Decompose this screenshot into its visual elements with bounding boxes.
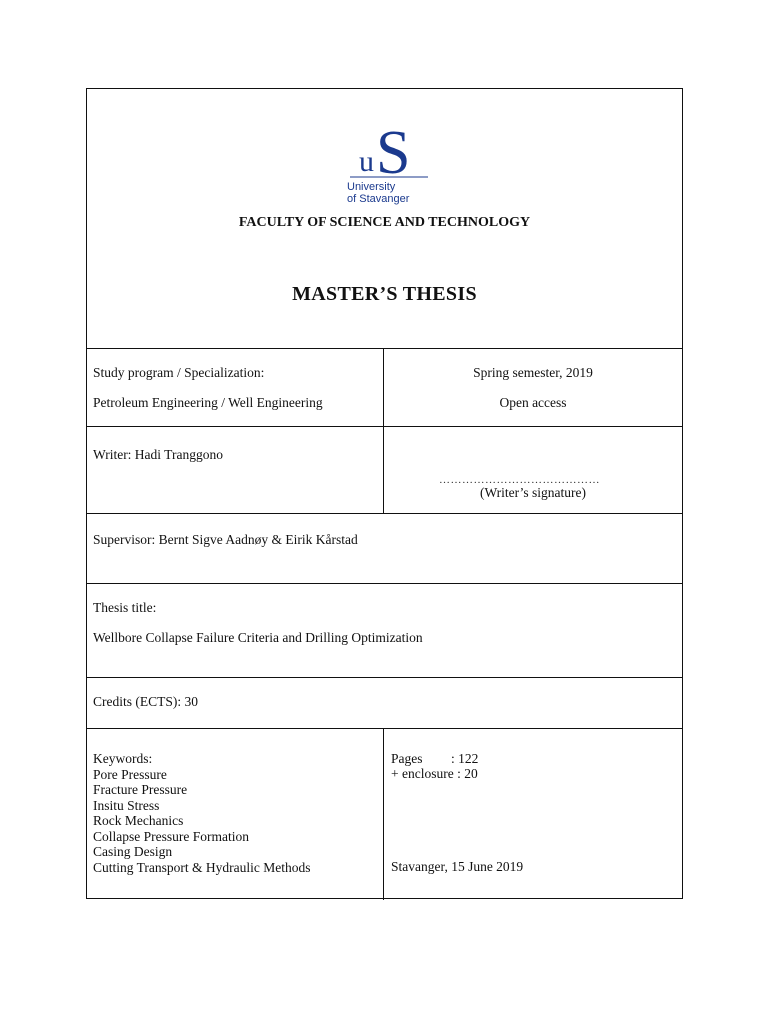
keywords-label: Keywords:	[93, 751, 153, 766]
svg-text:u: u	[359, 145, 374, 178]
keyword-item: Collapse Pressure Formation	[93, 828, 249, 844]
faculty-name: FACULTY OF SCIENCE AND TECHNOLOGY	[238, 215, 531, 230]
pages-label: Pages	[391, 751, 423, 766]
credits: Credits (ECTS): 30	[93, 694, 198, 709]
title-row	[87, 584, 682, 678]
keyword-item: Fracture Pressure	[93, 782, 188, 797]
writer-name: Writer: Hadi Tranggono	[93, 447, 223, 462]
pages-value: : 122	[451, 751, 479, 766]
supervisor-row	[87, 514, 682, 584]
column-divider	[383, 349, 384, 426]
writer-row	[87, 427, 682, 514]
svg-text:S: S	[376, 119, 411, 187]
signature-line: ……………………………………	[439, 474, 600, 486]
enclosure-count: + enclosure : 20	[391, 766, 478, 781]
keyword-item: Rock Mechanics	[93, 813, 184, 828]
logo-line-1: University	[347, 181, 396, 193]
study-row	[87, 349, 682, 427]
keyword-item: Cutting Transport & Hydraulic Methods	[93, 859, 311, 875]
keyword-item: Insitu Stress	[93, 797, 160, 813]
place-date: Stavanger, 15 June 2019	[391, 859, 524, 874]
supervisor-names: Supervisor: Bernt Sigve Aadnøy & Eirik Kårstad	[93, 532, 358, 547]
keywords-row	[87, 729, 682, 900]
keyword-item: Pore Pressure	[93, 766, 167, 782]
cover-form	[86, 88, 683, 899]
logo-text	[347, 181, 409, 205]
keywords-list	[93, 751, 311, 875]
credits-row	[87, 678, 682, 729]
title-label: Thesis title:	[93, 600, 157, 615]
document-type: MASTER’S THESIS	[292, 283, 477, 305]
thesis-title: Wellbore Collapse Failure Criteria and Drilling Optimization	[93, 630, 423, 645]
column-divider	[383, 729, 384, 900]
header-section	[87, 89, 682, 349]
study-label: Study program / Specialization:	[93, 365, 265, 380]
study-value: Petroleum Engineering / Well Engineering	[93, 395, 323, 410]
semester: Spring semester, 2019	[473, 365, 593, 380]
keyword-item: Casing Design	[93, 844, 173, 859]
signature-label: (Writer’s signature)	[479, 485, 587, 500]
access-type: Open access	[499, 395, 567, 410]
logo-line-2: of Stavanger	[347, 193, 410, 205]
